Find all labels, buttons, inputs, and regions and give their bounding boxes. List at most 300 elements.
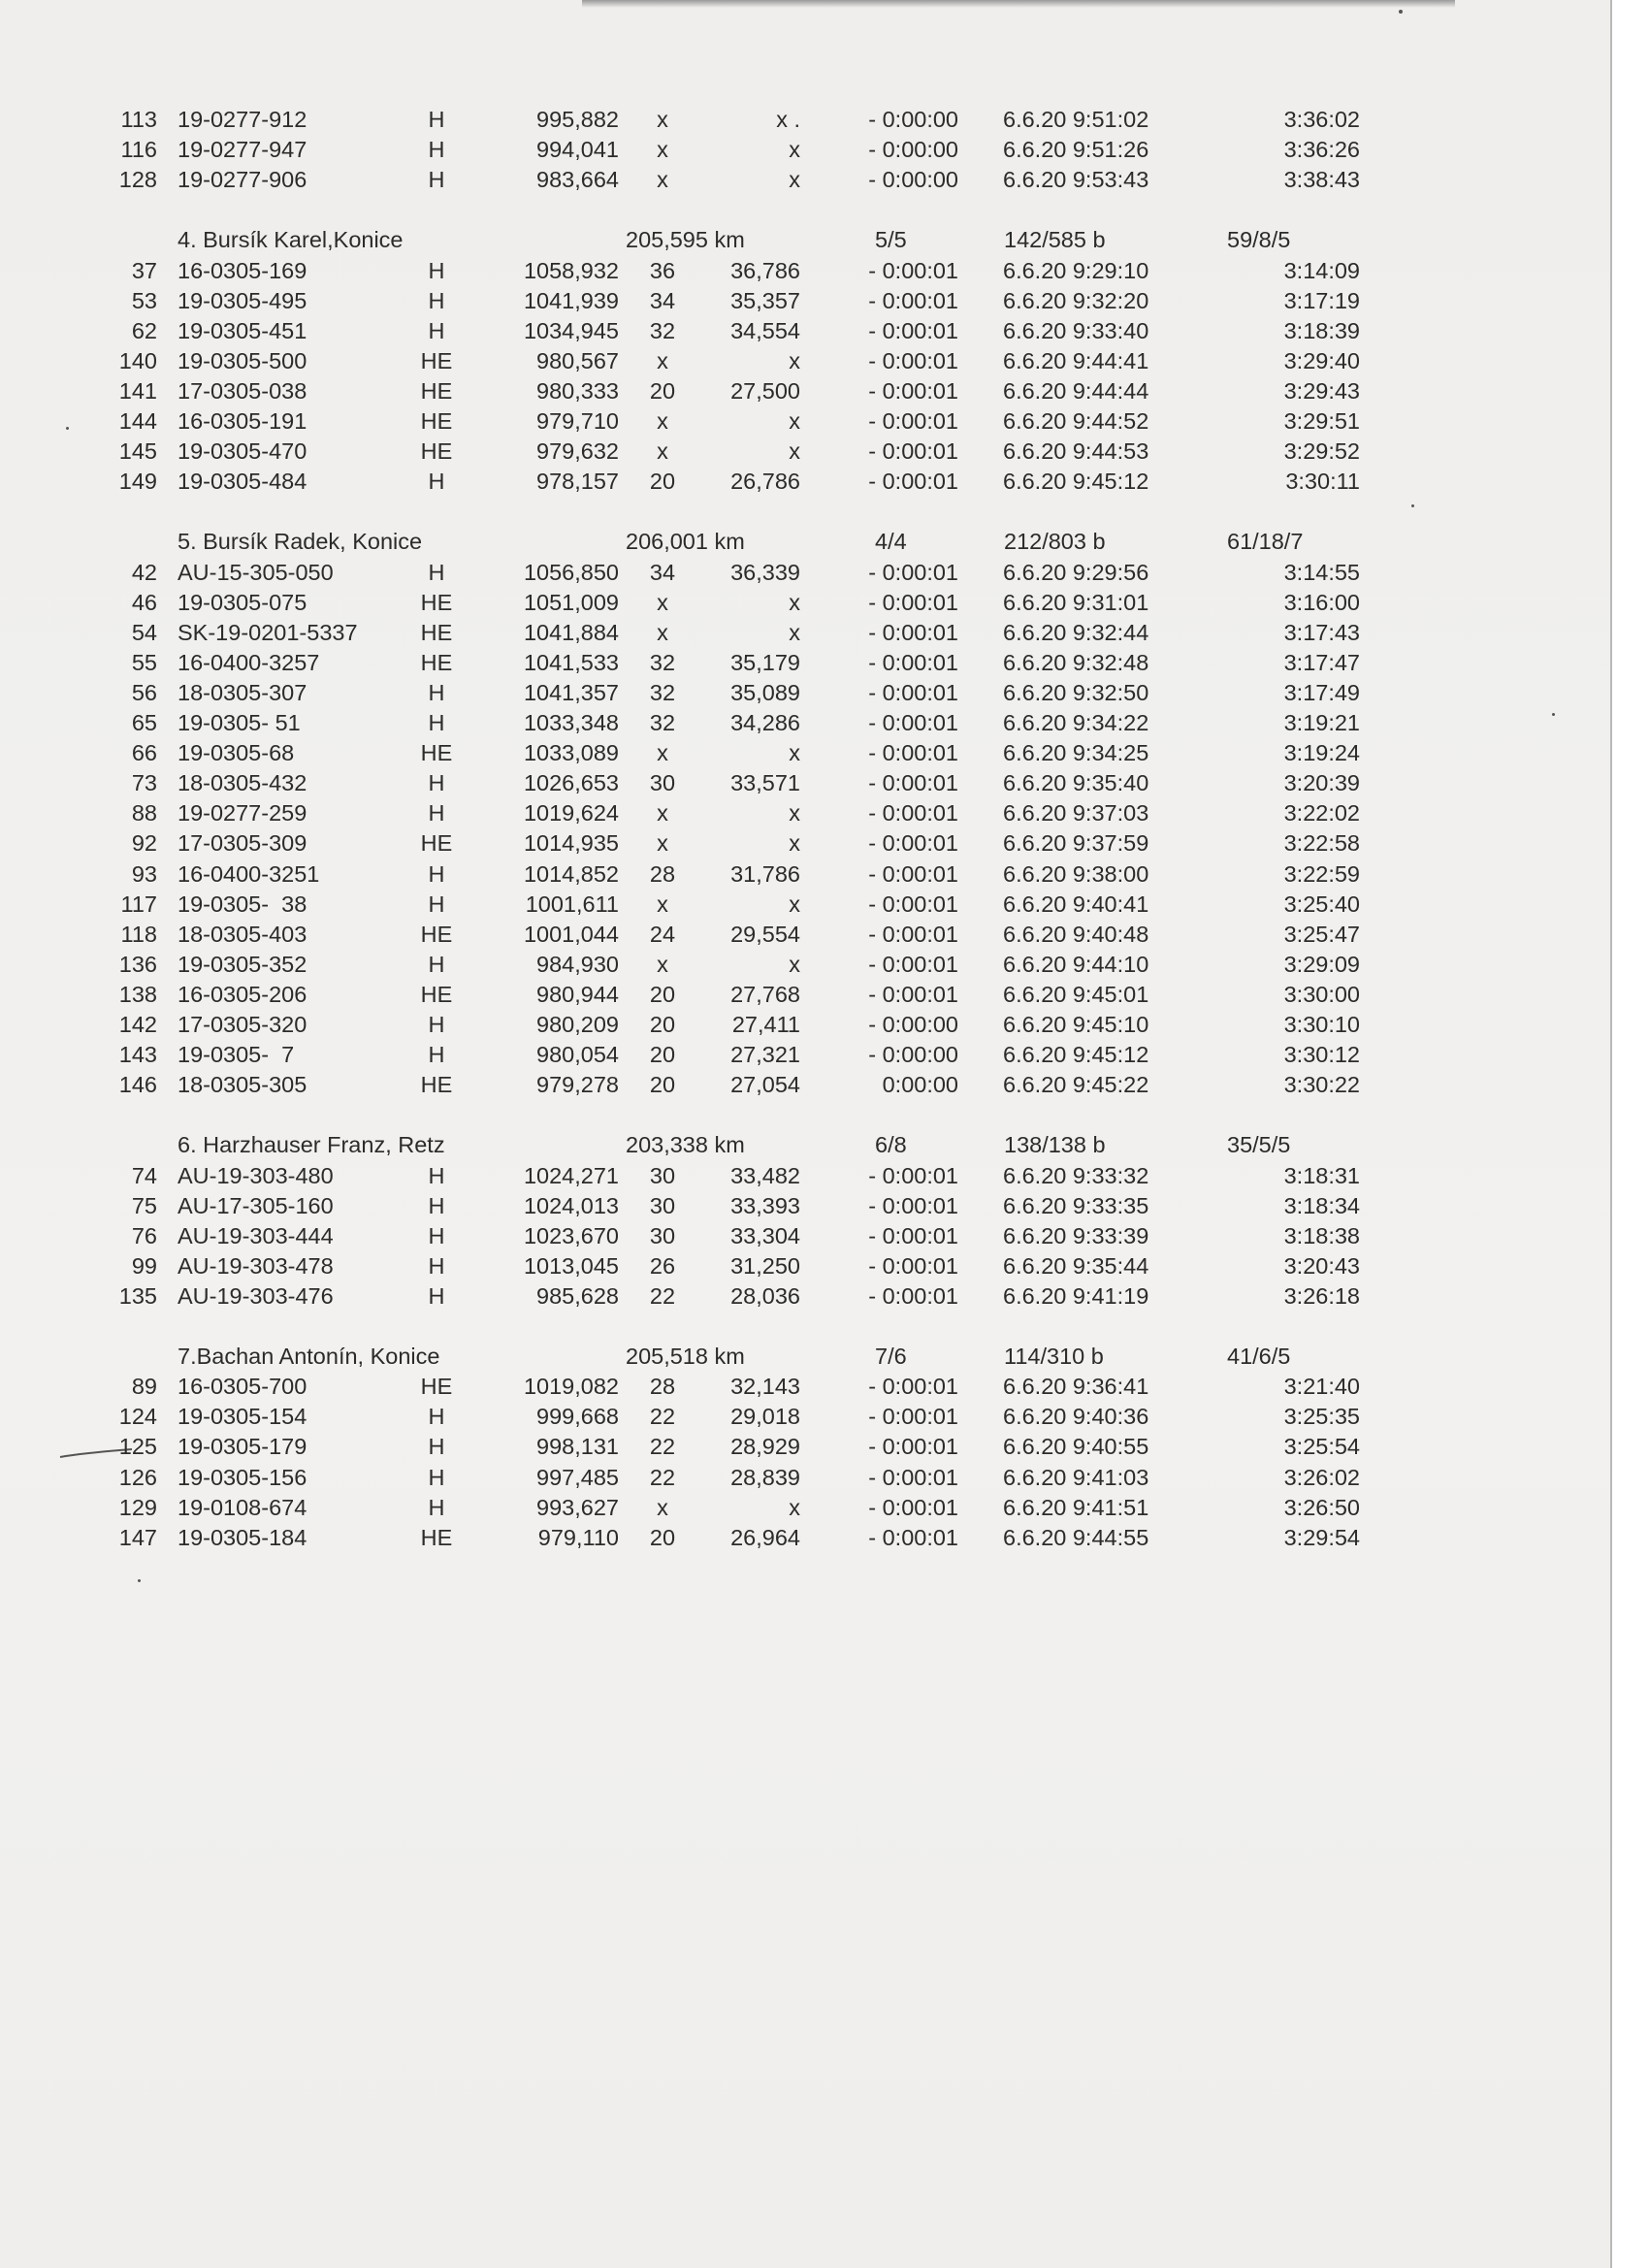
flight-time: 3:25:54 xyxy=(1283,1434,1360,1460)
ring-number: AU-19-303-478 xyxy=(178,1252,334,1279)
arrival-datetime: 6.6.20 9:32:20 xyxy=(1003,287,1149,313)
speed-value: 999,668 xyxy=(536,1404,619,1430)
placement-number: 55 xyxy=(131,649,157,675)
flight-time: 3:30:00 xyxy=(1283,981,1360,1007)
flight-time: 3:16:00 xyxy=(1283,589,1360,615)
table-row xyxy=(0,467,1610,497)
flight-time: 3:14:55 xyxy=(1283,559,1360,585)
section-header xyxy=(0,1130,1610,1160)
coefficient-value: 28,929 xyxy=(730,1434,800,1460)
arrival-datetime: 6.6.20 9:44:55 xyxy=(1003,1524,1149,1550)
fancier-name: 5. Bursík Radek, Konice xyxy=(178,529,423,555)
ring-number: SK-19-0201-5337 xyxy=(178,619,358,645)
coefficient-value: 33,482 xyxy=(730,1162,800,1188)
arrival-datetime: 6.6.20 9:38:00 xyxy=(1003,860,1149,887)
arrival-datetime: 6.6.20 9:45:22 xyxy=(1003,1072,1149,1098)
summary-values: 35/5/5 xyxy=(1227,1132,1291,1158)
coefficient-value: x xyxy=(789,589,800,615)
points-value: 20 xyxy=(649,1012,676,1037)
coefficient-value: 33,304 xyxy=(730,1222,800,1248)
ring-number: 19-0305-470 xyxy=(178,438,307,465)
table-row xyxy=(0,588,1610,618)
section-header xyxy=(0,225,1610,255)
coefficient-value: 34,286 xyxy=(730,710,800,735)
sex-code: H xyxy=(428,1012,445,1037)
flight-time: 3:29:52 xyxy=(1283,438,1360,465)
coefficient-value: 35,089 xyxy=(730,679,800,705)
points-value: 22 xyxy=(649,1404,676,1430)
points-value: 32 xyxy=(649,649,676,675)
ring-number: 16-0400-3251 xyxy=(178,860,320,887)
ring-number: 19-0277-906 xyxy=(178,167,307,193)
sex-code: HE xyxy=(420,347,453,373)
coefficient-value: 27,768 xyxy=(730,981,800,1007)
time-correction: - 0:00:01 xyxy=(868,740,958,766)
arrival-datetime: 6.6.20 9:35:40 xyxy=(1003,770,1149,796)
points-value: 24 xyxy=(649,921,676,947)
table-row xyxy=(0,708,1610,738)
ring-number: 16-0400-3257 xyxy=(178,649,320,675)
flight-time: 3:29:54 xyxy=(1283,1524,1360,1550)
coefficient-value: x xyxy=(789,891,800,917)
arrival-datetime: 6.6.20 9:40:36 xyxy=(1003,1404,1149,1430)
ring-number: 19-0305-352 xyxy=(178,951,307,977)
total-points: 138/138 b xyxy=(1004,1132,1106,1158)
flight-time: 3:18:31 xyxy=(1283,1162,1360,1188)
speed-value: 984,930 xyxy=(536,951,619,977)
time-correction: - 0:00:01 xyxy=(868,1222,958,1248)
placement-number: 126 xyxy=(118,1464,157,1490)
speed-value: 1051,009 xyxy=(523,589,619,615)
time-correction: - 0:00:01 xyxy=(868,438,958,465)
arrival-datetime: 6.6.20 9:41:19 xyxy=(1003,1282,1149,1309)
placement-number: 99 xyxy=(131,1252,157,1279)
time-correction: - 0:00:01 xyxy=(868,891,958,917)
points-value: 34 xyxy=(649,559,676,585)
ring-number: 19-0277-947 xyxy=(178,137,307,163)
placement-number: 135 xyxy=(118,1282,157,1309)
arrival-datetime: 6.6.20 9:51:02 xyxy=(1003,107,1149,132)
table-row xyxy=(0,798,1610,828)
time-correction: - 0:00:01 xyxy=(868,559,958,585)
fancier-name: 6. Harzhauser Franz, Retz xyxy=(178,1132,445,1158)
ring-number: AU-19-303-444 xyxy=(178,1222,334,1248)
arrival-datetime: 6.6.20 9:34:25 xyxy=(1003,740,1149,766)
ring-number: 16-0305-191 xyxy=(178,408,307,434)
birds-ratio: 5/5 xyxy=(875,227,907,253)
table-row xyxy=(0,1221,1610,1251)
summary-values: 59/8/5 xyxy=(1227,227,1291,253)
ring-number: 19-0305-184 xyxy=(178,1524,307,1550)
placement-number: 46 xyxy=(131,589,157,615)
birds-ratio: 4/4 xyxy=(875,529,907,555)
ring-number: 17-0305-309 xyxy=(178,830,307,857)
speed-value: 1019,082 xyxy=(523,1374,619,1400)
speed-value: 1023,670 xyxy=(523,1222,619,1248)
flight-time: 3:17:47 xyxy=(1283,649,1360,675)
table-row xyxy=(0,768,1610,798)
flight-time: 3:25:35 xyxy=(1283,1404,1360,1430)
arrival-datetime: 6.6.20 9:33:35 xyxy=(1003,1192,1149,1218)
points-value: x xyxy=(657,830,668,857)
table-row xyxy=(0,618,1610,648)
placement-number: 93 xyxy=(131,860,157,887)
speed-value: 993,627 xyxy=(536,1494,619,1520)
points-value: 20 xyxy=(649,377,676,404)
coefficient-value: x xyxy=(789,347,800,373)
flight-time: 3:25:47 xyxy=(1283,921,1360,947)
flight-time: 3:14:09 xyxy=(1283,257,1360,283)
table-row xyxy=(0,1463,1610,1493)
placement-number: 54 xyxy=(131,619,157,645)
coefficient-value: 36,339 xyxy=(730,559,800,585)
time-correction: - 0:00:01 xyxy=(868,800,958,826)
placement-number: 149 xyxy=(118,469,157,495)
speed-value: 1041,357 xyxy=(523,679,619,705)
points-value: 22 xyxy=(649,1282,676,1309)
sex-code: H xyxy=(428,1282,445,1309)
speed-value: 1014,852 xyxy=(523,860,619,887)
table-row xyxy=(0,1161,1610,1191)
coefficient-value: x xyxy=(789,438,800,465)
time-correction: - 0:00:01 xyxy=(868,1404,958,1430)
speed-value: 995,882 xyxy=(536,107,619,132)
sex-code: HE xyxy=(420,649,453,675)
ring-number: 19-0305-68 xyxy=(178,740,295,766)
sex-code: H xyxy=(428,317,445,343)
speed-value: 998,131 xyxy=(536,1434,619,1460)
placement-number: 125 xyxy=(118,1434,157,1460)
sex-code: HE xyxy=(420,1072,453,1098)
arrival-datetime: 6.6.20 9:34:22 xyxy=(1003,710,1149,735)
placement-number: 117 xyxy=(120,891,157,917)
speed-value: 980,944 xyxy=(536,981,619,1007)
table-row xyxy=(0,346,1610,376)
summary-values: 61/18/7 xyxy=(1227,529,1304,555)
points-value: x xyxy=(657,438,668,465)
points-value: 36 xyxy=(649,257,676,283)
coefficient-value: 26,964 xyxy=(730,1524,800,1550)
table-row xyxy=(0,1070,1610,1100)
placement-number: 66 xyxy=(131,740,157,766)
table-row xyxy=(0,678,1610,708)
points-value: 20 xyxy=(649,1524,676,1550)
placement-number: 142 xyxy=(118,1012,157,1037)
points-value: 20 xyxy=(649,1042,676,1068)
table-row xyxy=(0,286,1610,316)
placement-number: 75 xyxy=(131,1192,157,1218)
table-row xyxy=(0,165,1610,195)
points-value: x xyxy=(657,347,668,373)
arrival-datetime: 6.6.20 9:32:48 xyxy=(1003,649,1149,675)
flight-time: 3:21:40 xyxy=(1283,1374,1360,1400)
coefficient-value: 28,839 xyxy=(730,1464,800,1490)
sex-code: HE xyxy=(420,1374,453,1400)
distance-km: 206,001 km xyxy=(626,529,745,555)
placement-number: 89 xyxy=(131,1374,157,1400)
flight-time: 3:22:59 xyxy=(1283,860,1360,887)
distance-km: 205,518 km xyxy=(626,1344,745,1370)
flight-time: 3:30:12 xyxy=(1283,1042,1360,1068)
ring-number: 18-0305-307 xyxy=(178,679,307,705)
coefficient-value: 27,054 xyxy=(730,1072,800,1098)
sex-code: HE xyxy=(420,1524,453,1550)
speed-value: 1041,884 xyxy=(523,619,619,645)
arrival-datetime: 6.6.20 9:51:26 xyxy=(1003,137,1149,163)
dust-speck xyxy=(1399,10,1403,14)
coefficient-value: 27,321 xyxy=(730,1042,800,1068)
speed-value: 1033,348 xyxy=(523,710,619,735)
coefficient-value: 29,554 xyxy=(730,921,800,947)
time-correction: - 0:00:01 xyxy=(868,679,958,705)
sex-code: H xyxy=(428,1434,445,1460)
points-value: 34 xyxy=(649,287,676,313)
sex-code: H xyxy=(428,287,445,313)
table-row xyxy=(0,648,1610,678)
speed-value: 1014,935 xyxy=(523,830,619,857)
ring-number: 16-0305-206 xyxy=(178,981,307,1007)
time-correction: - 0:00:01 xyxy=(868,1494,958,1520)
table-row xyxy=(0,1372,1610,1402)
speed-value: 1019,624 xyxy=(523,800,619,826)
arrival-datetime: 6.6.20 9:45:12 xyxy=(1003,1042,1149,1068)
arrival-datetime: 6.6.20 9:33:40 xyxy=(1003,317,1149,343)
flight-time: 3:20:39 xyxy=(1283,770,1360,796)
arrival-datetime: 6.6.20 9:33:39 xyxy=(1003,1222,1149,1248)
flight-time: 3:26:02 xyxy=(1283,1464,1360,1490)
page-edge xyxy=(1610,0,1649,2268)
ring-number: 19-0305-075 xyxy=(178,589,307,615)
ring-number: 19-0277-259 xyxy=(178,800,307,826)
table-row xyxy=(0,256,1610,286)
ring-number: 18-0305-305 xyxy=(178,1072,307,1098)
table-row xyxy=(0,1040,1610,1070)
sex-code: H xyxy=(428,1042,445,1068)
total-points: 212/803 b xyxy=(1004,529,1106,555)
sex-code: HE xyxy=(420,921,453,947)
coefficient-value: x xyxy=(789,740,800,766)
coefficient-value: 32,143 xyxy=(730,1374,800,1400)
time-correction: - 0:00:00 xyxy=(868,1042,958,1068)
flight-time: 3:29:40 xyxy=(1283,347,1360,373)
ring-number: 16-0305-700 xyxy=(178,1374,307,1400)
arrival-datetime: 6.6.20 9:40:41 xyxy=(1003,891,1149,917)
flight-time: 3:30:10 xyxy=(1283,1012,1360,1037)
ring-number: 19-0305- 51 xyxy=(178,710,301,735)
points-value: 30 xyxy=(649,1192,676,1218)
sex-code: H xyxy=(428,469,445,495)
section-header xyxy=(0,527,1610,557)
flight-time: 3:30:22 xyxy=(1283,1072,1360,1098)
table-row xyxy=(0,920,1610,950)
speed-value: 979,632 xyxy=(536,438,619,465)
coefficient-value: 34,554 xyxy=(730,317,800,343)
speed-value: 1058,932 xyxy=(523,257,619,283)
speed-value: 1001,611 xyxy=(525,891,619,917)
ring-number: 19-0305-154 xyxy=(178,1404,307,1430)
ring-number: 19-0305-484 xyxy=(178,469,307,495)
ring-number: 19-0305-500 xyxy=(178,347,307,373)
arrival-datetime: 6.6.20 9:44:10 xyxy=(1003,951,1149,977)
coefficient-value: 35,179 xyxy=(730,649,800,675)
placement-number: 74 xyxy=(131,1162,157,1188)
time-correction: - 0:00:01 xyxy=(868,710,958,735)
points-value: x xyxy=(657,891,668,917)
arrival-datetime: 6.6.20 9:33:32 xyxy=(1003,1162,1149,1188)
fancier-name: 4. Bursík Karel,Konice xyxy=(178,227,404,253)
flight-time: 3:17:19 xyxy=(1283,287,1360,313)
arrival-datetime: 6.6.20 9:44:53 xyxy=(1003,438,1149,465)
sex-code: H xyxy=(428,1162,445,1188)
arrival-datetime: 6.6.20 9:53:43 xyxy=(1003,167,1149,193)
distance-km: 205,595 km xyxy=(626,227,745,253)
ring-number: 19-0305- 7 xyxy=(178,1042,295,1068)
coefficient-value: x xyxy=(789,137,800,163)
flight-time: 3:19:24 xyxy=(1283,740,1360,766)
points-value: 32 xyxy=(649,317,676,343)
ring-number: AU-19-303-480 xyxy=(178,1162,334,1188)
time-correction: - 0:00:01 xyxy=(868,1524,958,1550)
points-value: 20 xyxy=(649,981,676,1007)
speed-value: 978,157 xyxy=(536,469,619,495)
time-correction: - 0:00:01 xyxy=(868,951,958,977)
placement-number: 76 xyxy=(131,1222,157,1248)
flight-time: 3:22:02 xyxy=(1283,800,1360,826)
flight-time: 3:20:43 xyxy=(1283,1252,1360,1279)
sex-code: HE xyxy=(420,740,453,766)
fancier-name: 7.Bachan Antonín, Konice xyxy=(178,1344,440,1370)
sex-code: H xyxy=(428,1222,445,1248)
time-correction: - 0:00:01 xyxy=(868,1434,958,1460)
speed-value: 980,209 xyxy=(536,1012,619,1037)
sex-code: H xyxy=(428,107,445,132)
arrival-datetime: 6.6.20 9:35:44 xyxy=(1003,1252,1149,1279)
ring-number: 19-0108-674 xyxy=(178,1494,307,1520)
arrival-datetime: 6.6.20 9:41:51 xyxy=(1003,1494,1149,1520)
arrival-datetime: 6.6.20 9:45:10 xyxy=(1003,1012,1149,1037)
flight-time: 3:17:43 xyxy=(1283,619,1360,645)
speed-value: 1001,044 xyxy=(523,921,619,947)
arrival-datetime: 6.6.20 9:40:55 xyxy=(1003,1434,1149,1460)
time-correction: - 0:00:01 xyxy=(868,981,958,1007)
sex-code: H xyxy=(428,559,445,585)
placement-number: 62 xyxy=(131,317,157,343)
arrival-datetime: 6.6.20 9:37:03 xyxy=(1003,800,1149,826)
table-row xyxy=(0,376,1610,406)
placement-number: 143 xyxy=(118,1042,157,1068)
sex-code: H xyxy=(428,679,445,705)
time-correction: - 0:00:00 xyxy=(868,1012,958,1037)
speed-value: 1026,653 xyxy=(523,770,619,796)
time-correction: - 0:00:01 xyxy=(868,347,958,373)
table-row xyxy=(0,406,1610,437)
speed-value: 980,054 xyxy=(536,1042,619,1068)
sex-code: H xyxy=(428,1494,445,1520)
arrival-datetime: 6.6.20 9:40:48 xyxy=(1003,921,1149,947)
flight-time: 3:18:38 xyxy=(1283,1222,1360,1248)
placement-number: 42 xyxy=(131,559,157,585)
speed-value: 1056,850 xyxy=(523,559,619,585)
flight-time: 3:29:51 xyxy=(1283,408,1360,434)
coefficient-value: 33,393 xyxy=(730,1192,800,1218)
time-correction: - 0:00:00 xyxy=(868,167,958,193)
ring-number: 16-0305-169 xyxy=(178,257,307,283)
table-row xyxy=(0,1493,1610,1523)
coefficient-value: 29,018 xyxy=(730,1404,800,1430)
time-correction: - 0:00:01 xyxy=(868,1282,958,1309)
flight-time: 3:38:43 xyxy=(1283,167,1360,193)
points-value: 32 xyxy=(649,710,676,735)
arrival-datetime: 6.6.20 9:45:12 xyxy=(1003,469,1149,495)
placement-number: 65 xyxy=(131,710,157,735)
ring-number: 19-0305-179 xyxy=(178,1434,307,1460)
sex-code: H xyxy=(428,770,445,796)
coefficient-value: x xyxy=(789,800,800,826)
coefficient-value: x xyxy=(789,167,800,193)
sex-code: H xyxy=(428,1404,445,1430)
time-correction: - 0:00:01 xyxy=(868,257,958,283)
sex-code: H xyxy=(428,167,445,193)
total-points: 114/310 b xyxy=(1004,1344,1104,1370)
ring-number: 19-0305-451 xyxy=(178,317,307,343)
flight-time: 3:26:50 xyxy=(1283,1494,1360,1520)
arrival-datetime: 6.6.20 9:45:01 xyxy=(1003,981,1149,1007)
speed-value: 994,041 xyxy=(536,137,619,163)
sex-code: HE xyxy=(420,589,453,615)
table-row xyxy=(0,1191,1610,1221)
speed-value: 980,567 xyxy=(536,347,619,373)
time-correction: - 0:00:01 xyxy=(868,830,958,857)
sex-code: HE xyxy=(420,619,453,645)
time-correction: - 0:00:01 xyxy=(868,770,958,796)
placement-number: 116 xyxy=(120,137,157,163)
coefficient-value: 36,786 xyxy=(730,257,800,283)
time-correction: - 0:00:01 xyxy=(868,469,958,495)
arrival-datetime: 6.6.20 9:44:41 xyxy=(1003,347,1149,373)
speed-value: 1041,939 xyxy=(523,287,619,313)
table-row xyxy=(0,980,1610,1010)
ring-number: AU-19-303-476 xyxy=(178,1282,334,1309)
total-points: 142/585 b xyxy=(1004,227,1106,253)
sex-code: H xyxy=(428,1252,445,1279)
time-correction: - 0:00:01 xyxy=(868,317,958,343)
flight-time: 3:18:39 xyxy=(1283,317,1360,343)
table-row xyxy=(0,1523,1610,1553)
time-correction: - 0:00:01 xyxy=(868,649,958,675)
sex-code: H xyxy=(428,800,445,826)
coefficient-value: x xyxy=(789,830,800,857)
points-value: x xyxy=(657,137,668,163)
speed-value: 1024,013 xyxy=(523,1192,619,1218)
speed-value: 983,664 xyxy=(536,167,619,193)
placement-number: 145 xyxy=(118,438,157,465)
table-row xyxy=(0,738,1610,768)
speed-value: 1033,089 xyxy=(523,740,619,766)
points-value: x xyxy=(657,951,668,977)
arrival-datetime: 6.6.20 9:36:41 xyxy=(1003,1374,1149,1400)
points-value: 26 xyxy=(649,1252,676,1279)
speed-value: 985,628 xyxy=(536,1282,619,1309)
placement-number: 129 xyxy=(118,1494,157,1520)
table-row xyxy=(0,1010,1610,1040)
placement-number: 146 xyxy=(118,1072,157,1098)
time-correction: - 0:00:00 xyxy=(868,137,958,163)
time-correction: - 0:00:01 xyxy=(868,1252,958,1279)
arrival-datetime: 6.6.20 9:29:56 xyxy=(1003,559,1149,585)
table-row xyxy=(0,950,1610,980)
placement-number: 136 xyxy=(118,951,157,977)
ring-number: 18-0305-432 xyxy=(178,770,307,796)
